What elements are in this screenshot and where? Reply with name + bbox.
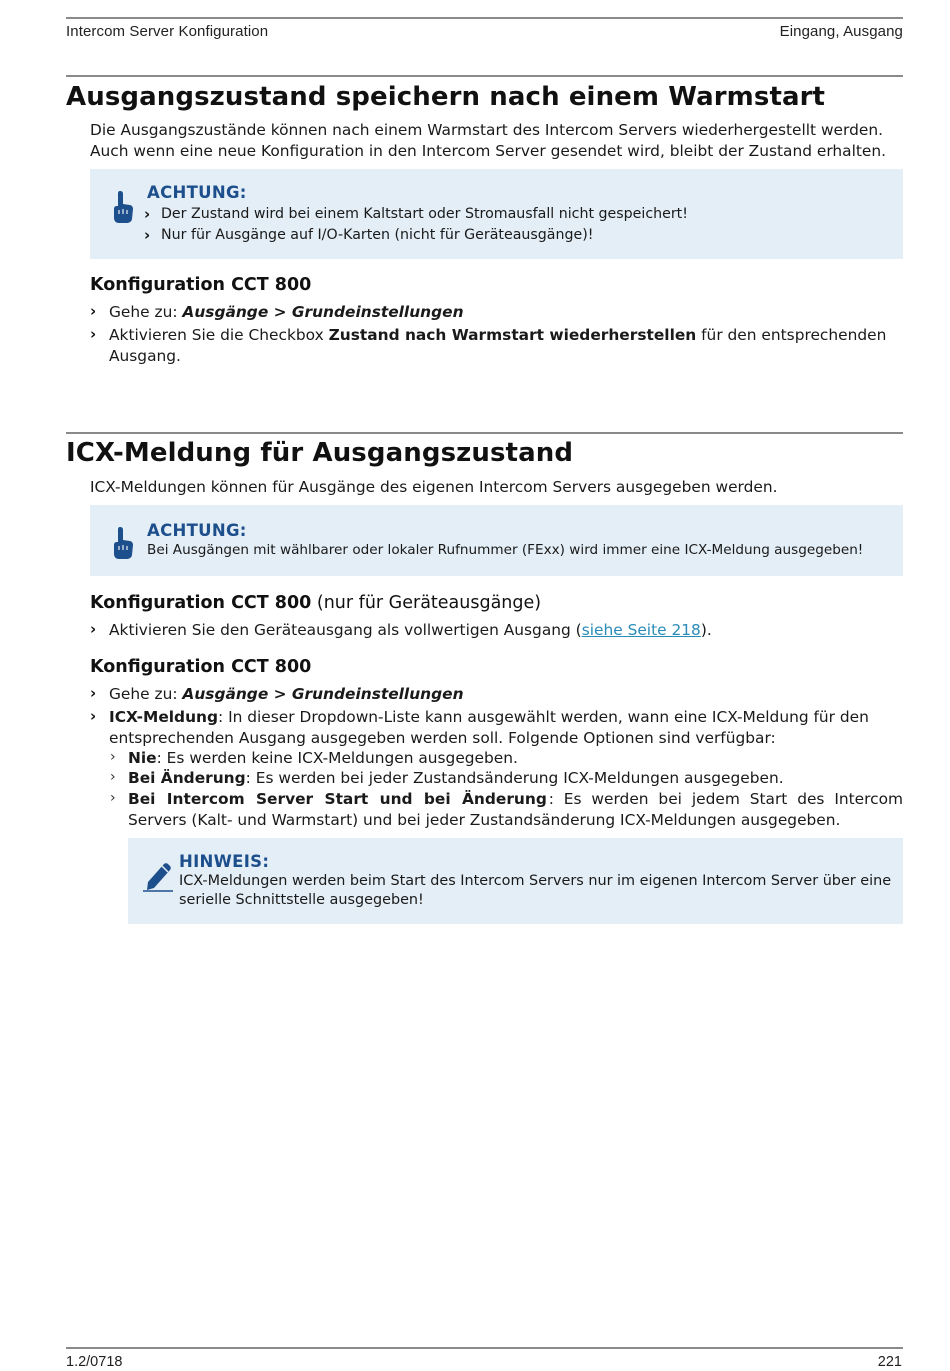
menu-path: Ausgänge > Grundeinstellungen bbox=[182, 303, 464, 321]
section1-rule bbox=[66, 75, 903, 77]
header-top-rule bbox=[66, 17, 903, 19]
checkbox-name: Zustand nach Warmstart wiederherstellen bbox=[328, 326, 697, 344]
section2-config1-step bbox=[109, 620, 712, 641]
section2-hint-line2: serielle Schnittstelle ausgegeben! bbox=[179, 892, 424, 908]
sub-bullet-chevron-icon: › bbox=[110, 749, 116, 765]
section1-intro-line2: Auch wenn eine neue Konfiguration in den Intercom Server gesendet wird, bleibt der Zustand erhalten. bbox=[90, 142, 887, 160]
option-item-1 bbox=[128, 748, 518, 769]
bullet-chevron-icon: › bbox=[144, 226, 151, 244]
sub-bullet-chevron-icon: › bbox=[110, 769, 116, 785]
bullet-chevron-icon: › bbox=[90, 707, 97, 725]
bullet-chevron-icon: › bbox=[90, 620, 97, 638]
section2-caution-text: Bei Ausgängen mit wählbarer oder lokaler Rufnummer (FExx) wird immer eine ICX-Meldung ausgegeben! bbox=[147, 542, 864, 558]
footer-version: 1.2/0718 bbox=[66, 1354, 123, 1370]
section2-hint-title: HINWEIS: bbox=[179, 852, 270, 871]
section1-step-1 bbox=[109, 302, 464, 323]
menu-path: Ausgänge > Grundeinstellungen bbox=[182, 685, 464, 703]
section2-config1-step-prefix: Aktivieren Sie den Geräteausgang als vollwertigen Ausgang ( bbox=[109, 621, 582, 639]
section2-intro: ICX-Meldungen können für Ausgänge des eigenen Intercom Servers ausgegeben werden. bbox=[90, 478, 778, 496]
section2-title: ICX-Meldung für Ausgangszustand bbox=[66, 438, 574, 468]
option-3-text: : Es werden bei jedem Start des Intercom bbox=[548, 790, 903, 808]
page-reference-link[interactable]: siehe Seite 218 bbox=[581, 621, 701, 639]
section1-step2-line2: Ausgang. bbox=[109, 347, 181, 365]
section1-title: Ausgangszustand speichern nach einem Warmstart bbox=[66, 82, 826, 112]
option-item-2 bbox=[128, 768, 784, 789]
pen-icon bbox=[142, 858, 174, 892]
section2-hint-box bbox=[128, 838, 903, 924]
section1-step2-suffix: für den entsprechenden bbox=[696, 326, 887, 344]
option-1-text: : Es werden keine ICX-Meldungen ausgegeben. bbox=[156, 749, 518, 767]
section1-step-2 bbox=[109, 325, 903, 367]
section2-config2-step-1 bbox=[109, 684, 464, 705]
section2-config1-heading bbox=[90, 593, 541, 613]
option-3-line2: Servers (Kalt- und Warmstart) und bei jeder Zustandsänderung ICX-Meldungen ausgegeben. bbox=[128, 811, 841, 829]
section1-caution-box bbox=[90, 169, 903, 259]
footer-page-number: 221 bbox=[877, 1354, 902, 1370]
section2-config2-step2-line2: entsprechenden Ausgang ausgegeben werden soll. Folgende Optionen sind verfügbar: bbox=[109, 729, 776, 747]
option-2-text: : Es werden bei jeder Zustandsänderung ICX-Meldungen ausgegeben. bbox=[245, 769, 784, 787]
section2-rule bbox=[66, 432, 903, 434]
bullet-chevron-icon: › bbox=[90, 684, 97, 702]
option-item-3 bbox=[128, 789, 903, 831]
bullet-chevron-icon: › bbox=[90, 325, 97, 343]
pointing-hand-icon bbox=[110, 189, 134, 225]
option-1-name: Nie bbox=[128, 749, 157, 767]
section1-step1-prefix: Gehe zu: bbox=[109, 303, 183, 321]
option-2-name: Bei Änderung bbox=[128, 769, 246, 787]
section1-caution-item-2: Nur für Ausgänge auf I/O-Karten (nicht für Geräteausgänge)! bbox=[161, 227, 594, 243]
section2-config1-heading-label: Konfiguration CCT 800 bbox=[90, 593, 312, 613]
section1-caution-title: ACHTUNG: bbox=[147, 183, 247, 202]
sub-bullet-chevron-icon: › bbox=[110, 790, 116, 806]
section2-hint-line1: ICX-Meldungen werden beim Start des Intercom Servers nur im eigenen Intercom Server über eine bbox=[179, 873, 892, 889]
section1-caution-item-1: Der Zustand wird bei einem Kaltstart oder Stromausfall nicht gespeichert! bbox=[161, 206, 688, 222]
header-left-title: Intercom Server Konfiguration bbox=[66, 23, 269, 40]
bullet-chevron-icon: › bbox=[90, 302, 97, 320]
section2-config2-heading: Konfiguration CCT 800 bbox=[90, 657, 312, 677]
section2-config2-step-2 bbox=[109, 707, 903, 749]
section2-config1-step-suffix: ). bbox=[700, 621, 712, 639]
section2-config2-step1-prefix: Gehe zu: bbox=[109, 685, 183, 703]
section2-config1-note: (nur für Geräteausgänge) bbox=[311, 593, 542, 613]
pointing-hand-icon bbox=[110, 525, 134, 561]
section1-step2-prefix: Aktivieren Sie die Checkbox bbox=[109, 326, 329, 344]
section2-caution-box bbox=[90, 505, 903, 576]
footer-rule bbox=[66, 1347, 903, 1349]
section1-config-heading: Konfiguration CCT 800 bbox=[90, 275, 312, 295]
section1-intro-line1: Die Ausgangszustände können nach einem Warmstart des Intercom Servers wiederhergestellt werden. bbox=[90, 121, 883, 139]
section2-caution-title: ACHTUNG: bbox=[147, 521, 247, 540]
dropdown-name: ICX-Meldung bbox=[109, 708, 218, 726]
option-3-name: Bei Intercom Server Start und bei Änderung bbox=[128, 790, 547, 808]
bullet-chevron-icon: › bbox=[144, 205, 151, 223]
section2-config2-step2-line1: : In dieser Dropdown-Liste kann ausgewählt werden, wann eine ICX-Meldung für den bbox=[218, 708, 869, 726]
header-right-title: Eingang, Ausgang bbox=[779, 23, 903, 40]
section1-intro bbox=[90, 120, 903, 162]
